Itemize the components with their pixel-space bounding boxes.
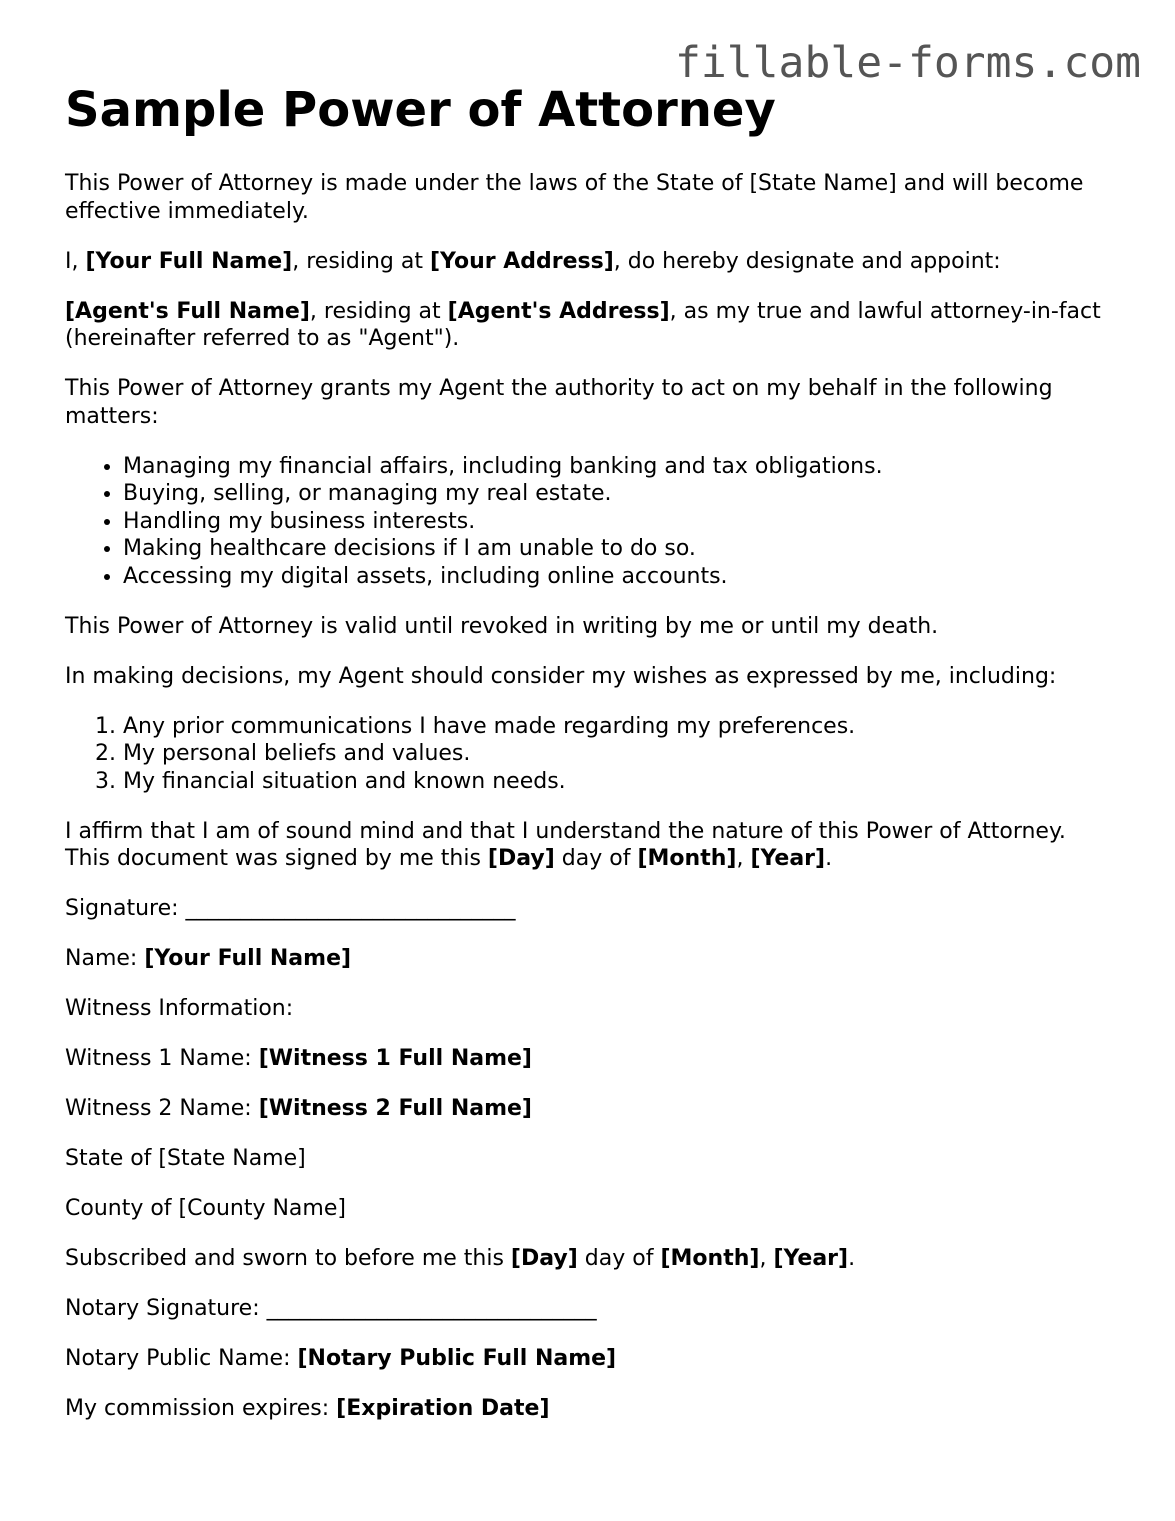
designation-paragraph — [65, 248, 1115, 276]
notary-signature-label: Notary Signature: — [65, 1296, 267, 1321]
list-item: • Accessing my digital assets, including online accounts. — [123, 563, 1115, 591]
commission-label: My commission expires: — [65, 1396, 337, 1421]
witness2-placeholder: [Witness 2 Full Name] — [258, 1096, 532, 1121]
notary-signature-line — [65, 1295, 1115, 1323]
period-text: . — [825, 846, 833, 871]
agent-paragraph — [65, 298, 1115, 353]
signature-label: Signature: — [65, 896, 186, 921]
year-placeholder: [Year] — [750, 846, 826, 871]
commission-placeholder: [Expiration Date] — [336, 1396, 550, 1421]
page-title: Sample Power of Attorney — [65, 82, 776, 138]
list-item: • Buying, selling, or managing my real estate. — [123, 480, 1115, 508]
sworn-month-placeholder: [Month] — [660, 1246, 760, 1271]
powers-list — [65, 453, 1115, 591]
list-item: • Handling my business interests. — [123, 508, 1115, 536]
name-line — [65, 945, 1115, 973]
witness-heading: Witness Information: — [65, 996, 294, 1021]
list-item: 3. My financial situation and known needs. — [123, 768, 1115, 796]
notary-name-placeholder: [Notary Public Full Name] — [297, 1346, 617, 1371]
watermark: fillable-forms.com — [675, 38, 1141, 88]
principal-name-placeholder: [Your Full Name] — [85, 248, 293, 274]
affirmation-text: I affirm that I am of sound mind and that I understand the nature of this Power of Attorney. This document was signed by me this — [65, 818, 1066, 871]
designation-prefix: I, — [65, 248, 86, 274]
notary-name-label: Notary Public Name: — [65, 1346, 298, 1371]
wishes-list — [65, 713, 1115, 796]
list-item: • Making healthcare decisions if I am unable to do so. — [123, 535, 1115, 563]
sworn-period-text: . — [848, 1246, 856, 1271]
notary-name-line — [65, 1345, 1115, 1373]
validity-paragraph: This Power of Attorney is valid until revoked in writing by me or until my death. — [65, 613, 939, 639]
agent-suffix: , as my true and lawful attorney-in-fact (hereinafter referred to as "Agent"). — [65, 298, 1101, 351]
signature-line — [65, 895, 1115, 923]
authority-intro: This Power of Attorney grants my Agent the authority to act on my behalf in the following matters: — [65, 376, 1053, 429]
affirmation-paragraph — [65, 818, 1115, 873]
principal-address-placeholder: [Your Address] — [429, 248, 614, 274]
name-placeholder: [Your Full Name] — [144, 946, 352, 971]
month-placeholder: [Month] — [637, 846, 737, 871]
wishes-intro: In making decisions, my Agent should consider my wishes as expressed by me, including: — [65, 663, 1057, 689]
witness2-label: Witness 2 Name: — [65, 1096, 259, 1121]
agent-mid: , residing at — [309, 298, 448, 324]
list-item: • Managing my financial affairs, including banking and tax obligations. — [123, 453, 1115, 481]
designation-suffix: , do hereby designate and appoint: — [613, 248, 1001, 274]
state-line: State of [State Name] — [65, 1146, 306, 1171]
comma-text: , — [736, 846, 751, 871]
day-placeholder: [Day] — [487, 846, 555, 871]
list-item: 1. Any prior communications I have made regarding my preferences. — [123, 713, 1115, 741]
commission-line — [65, 1395, 1115, 1423]
witness2-line — [65, 1095, 1115, 1123]
sworn-day-placeholder: [Day] — [510, 1246, 578, 1271]
list-item: 2. My personal beliefs and values. — [123, 740, 1115, 768]
sworn-comma-text: , — [759, 1246, 774, 1271]
agent-name-placeholder: [Agent's Full Name] — [65, 298, 310, 324]
name-label: Name: — [65, 946, 145, 971]
witness1-label: Witness 1 Name: — [65, 1046, 259, 1071]
sworn-paragraph — [65, 1245, 1115, 1273]
county-line: County of [County Name] — [65, 1196, 346, 1221]
signature-blank: ______________________________ — [185, 896, 516, 921]
intro-paragraph: This Power of Attorney is made under the laws of the State of [State Name] and will become effective immediately. — [65, 171, 1084, 224]
day-of-text: day of — [554, 846, 638, 871]
sworn-day-of-text: day of — [577, 1246, 661, 1271]
witness1-line — [65, 1045, 1115, 1073]
notary-signature-blank: ______________________________ — [266, 1296, 597, 1321]
designation-mid: , residing at — [292, 248, 430, 274]
document-body — [65, 82, 1115, 1445]
witness1-placeholder: [Witness 1 Full Name] — [258, 1046, 532, 1071]
sworn-year-placeholder: [Year] — [773, 1246, 849, 1271]
sworn-text: Subscribed and sworn to before me this — [65, 1246, 511, 1271]
agent-address-placeholder: [Agent's Address] — [447, 298, 670, 324]
